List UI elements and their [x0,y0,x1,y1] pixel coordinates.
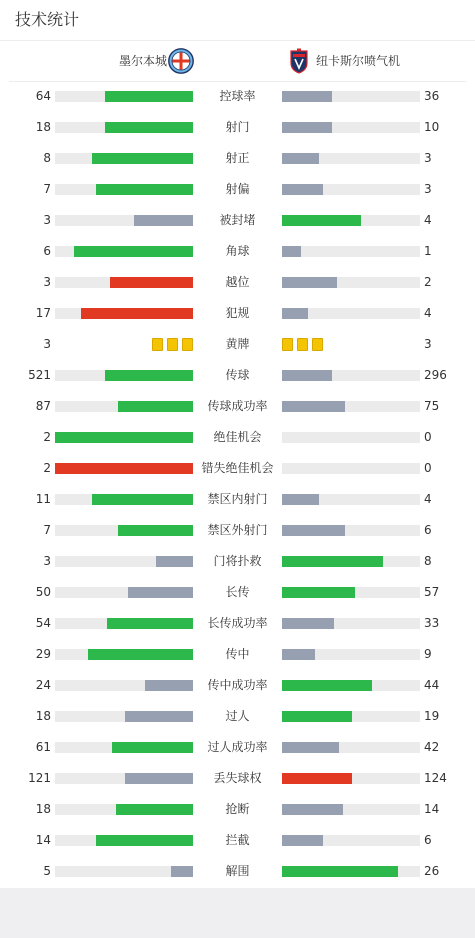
stat-row [0,267,475,298]
away-stat-value: 124 [424,771,447,785]
away-stat-value: 14 [424,802,440,816]
away-stat-bar [282,401,420,412]
stat-row [0,856,475,887]
stat-row [0,701,475,732]
home-stat-value: 121 [28,771,51,785]
home-stat-bar [55,308,193,319]
away-stat-value: 57 [424,585,440,599]
away-stat-bar [282,649,420,660]
stat-row [0,763,475,794]
home-stat-value: 64 [35,89,51,103]
stat-row [0,577,475,608]
stat-row [0,515,475,546]
away-stat-bar-fill [282,556,383,567]
home-stat-value: 3 [43,213,51,227]
away-stat-bar-fill [282,153,319,164]
away-stat-bar [282,277,420,288]
away-stat-bar [282,556,420,567]
home-team-logo-icon[interactable] [168,48,194,74]
away-stat-bar [282,525,420,536]
away-stat-bar [282,773,420,784]
stat-label: 过人 [225,709,250,723]
away-stat-bar [282,246,420,257]
stat-row [0,391,475,422]
home-stat-bar [55,432,193,443]
away-stat-value: 8 [424,554,432,568]
stat-label: 射偏 [225,182,250,196]
home-stat-value: 3 [43,554,51,568]
away-stat-bar [282,153,420,164]
away-stat-bar [282,866,420,877]
stat-row [0,329,475,360]
away-team-logo-icon[interactable] [289,48,309,74]
away-stat-bar-fill [282,277,337,288]
away-stat-value: 1 [424,244,432,258]
away-stat-bar-fill [282,680,372,691]
away-stat-bar [282,215,420,226]
away-yellow-cards [282,338,327,351]
yellow-card-icon [312,338,323,351]
away-stat-bar [282,432,420,443]
stat-row [0,143,475,174]
away-stat-bar [282,122,420,133]
stat-row [0,546,475,577]
stat-label: 绝佳机会 [213,430,262,444]
stat-label: 射正 [225,151,250,165]
home-stat-bar [55,866,193,877]
stat-label: 黄牌 [225,337,250,351]
stat-row [0,298,475,329]
stat-label: 过人成功率 [207,740,268,754]
stat-row [0,205,475,236]
stat-row [0,732,475,763]
home-stat-bar-fill [134,215,193,226]
away-stat-bar-fill [282,649,315,660]
home-stat-bar [55,91,193,102]
home-stat-value: 18 [35,802,51,816]
page-title: 技术统计 [15,10,80,29]
stat-row [0,453,475,484]
away-stat-bar-fill [282,215,361,226]
home-stat-value: 29 [35,647,51,661]
home-stat-value: 5 [43,864,51,878]
away-stat-value: 3 [424,337,432,351]
home-stat-bar [55,587,193,598]
away-stat-value: 6 [424,523,432,537]
home-stat-value: 11 [35,492,51,506]
stat-label: 控球率 [219,89,256,103]
home-stat-bar [55,525,193,536]
away-stat-bar-fill [282,370,332,381]
away-stat-bar-fill [282,525,345,536]
away-stat-bar-fill [282,618,334,629]
home-stat-bar [55,184,193,195]
away-stat-bar [282,742,420,753]
home-stat-bar-fill [105,91,193,102]
away-stat-bar-fill [282,308,308,319]
home-stat-bar [55,804,193,815]
away-stat-value: 3 [424,151,432,165]
away-stat-value: 44 [424,678,440,692]
stat-row [0,236,475,267]
away-stat-bar [282,587,420,598]
home-stat-value: 17 [35,306,51,320]
stat-label: 禁区外射门 [207,523,268,537]
yellow-card-icon [152,338,163,351]
stat-row [0,670,475,701]
away-stat-value: 0 [424,461,432,475]
stat-label: 拦截 [225,833,250,847]
home-stat-bar-fill [107,618,193,629]
away-stat-bar [282,184,420,195]
stat-label: 传球成功率 [207,399,268,413]
away-stat-bar-fill [282,773,352,784]
stat-row [0,639,475,670]
stat-label: 犯规 [225,306,250,320]
home-stat-bar-fill [55,432,193,443]
home-stat-value: 18 [35,120,51,134]
away-stat-bar [282,835,420,846]
home-stat-value: 3 [43,337,51,351]
home-stat-bar [55,122,193,133]
home-stat-bar [55,246,193,257]
away-team-name[interactable]: 纽卡斯尔喷气机 [316,54,401,68]
stat-label: 抢断 [225,802,250,816]
stat-label: 长传成功率 [207,616,268,630]
home-stat-bar-fill [92,494,193,505]
away-stat-bar [282,804,420,815]
home-stat-bar-fill [118,525,193,536]
away-stat-value: 6 [424,833,432,847]
away-stat-bar-fill [282,835,323,846]
home-stat-bar-fill [105,370,193,381]
away-stat-bar-fill [282,866,398,877]
home-stat-bar [55,153,193,164]
away-stat-value: 36 [424,89,440,103]
home-stat-value: 6 [43,244,51,258]
away-stat-value: 296 [424,368,447,382]
home-stat-bar [55,835,193,846]
away-stat-bar [282,618,420,629]
stat-label: 传中 [225,647,250,661]
home-stat-value: 14 [35,833,51,847]
away-stat-bar [282,463,420,474]
yellow-card-icon [282,338,293,351]
home-stat-value: 7 [43,523,51,537]
stat-row [0,608,475,639]
home-yellow-cards [148,338,193,351]
home-stat-value: 61 [35,740,51,754]
away-stat-value: 42 [424,740,440,754]
stat-row [0,81,475,112]
home-stat-value: 54 [35,616,51,630]
away-stat-value: 0 [424,430,432,444]
divider [0,40,475,41]
home-stat-value: 8 [43,151,51,165]
away-stat-value: 10 [424,120,440,134]
stat-label: 解围 [225,864,250,878]
away-stat-bar [282,370,420,381]
home-stat-bar-fill [171,866,193,877]
home-stat-bar-fill [145,680,193,691]
away-stat-value: 26 [424,864,440,878]
home-stat-value: 2 [43,461,51,475]
away-stat-value: 33 [424,616,440,630]
home-stat-bar [55,649,193,660]
home-stat-bar-fill [112,742,193,753]
stat-row [0,484,475,515]
stat-label: 丢失球权 [213,771,262,785]
home-stat-bar [55,680,193,691]
away-stat-bar-fill [282,711,352,722]
home-stat-value: 7 [43,182,51,196]
stat-label: 角球 [225,244,250,258]
home-stat-bar [55,463,193,474]
away-stat-bar-fill [282,742,339,753]
home-stat-bar-fill [156,556,193,567]
stat-row [0,360,475,391]
yellow-card-icon [182,338,193,351]
away-stat-value: 9 [424,647,432,661]
home-stat-value: 18 [35,709,51,723]
home-stat-bar [55,742,193,753]
away-stat-value: 19 [424,709,440,723]
home-stat-bar-fill [92,153,193,164]
home-stat-bar-fill [110,277,193,288]
home-stat-bar-fill [125,773,193,784]
home-stat-value: 3 [43,275,51,289]
home-stat-bar-fill [125,711,193,722]
home-stat-bar [55,401,193,412]
away-stat-bar [282,680,420,691]
away-stat-value: 2 [424,275,432,289]
away-stat-bar [282,308,420,319]
away-stat-value: 4 [424,306,432,320]
home-stat-bar-fill [96,184,193,195]
away-stat-bar-fill [282,494,319,505]
stat-label: 禁区内射门 [207,492,268,506]
home-stat-bar [55,277,193,288]
home-stat-value: 87 [35,399,51,413]
away-stat-bar-fill [282,91,332,102]
stat-row [0,174,475,205]
home-stat-bar-fill [96,835,193,846]
home-stat-bar [55,711,193,722]
home-stat-bar [55,370,193,381]
away-stat-bar [282,91,420,102]
home-stat-bar [55,494,193,505]
home-stat-bar-fill [118,401,193,412]
home-team-name[interactable]: 墨尔本城 [118,54,167,68]
home-stat-bar [55,215,193,226]
home-stat-bar-fill [105,122,193,133]
stat-row [0,112,475,143]
away-stat-value: 4 [424,213,432,227]
stat-label: 错失绝佳机会 [201,461,274,475]
home-stat-bar-fill [128,587,193,598]
away-stat-bar-fill [282,401,345,412]
away-stat-bar-fill [282,246,301,257]
away-stat-value: 75 [424,399,440,413]
home-stat-value: 521 [28,368,51,382]
away-stat-bar-fill [282,804,343,815]
stat-label: 越位 [225,275,250,289]
away-stat-bar-fill [282,587,355,598]
stat-row [0,825,475,856]
home-stat-bar-fill [74,246,193,257]
yellow-card-icon [297,338,308,351]
home-stat-bar-fill [88,649,193,660]
home-stat-bar-fill [116,804,193,815]
home-stat-value: 24 [35,678,51,692]
stat-row [0,794,475,825]
stat-label: 被封堵 [219,213,256,227]
stat-label: 传球 [225,368,250,382]
home-stat-bar [55,556,193,567]
home-stat-bar [55,618,193,629]
yellow-card-icon [167,338,178,351]
stat-row [0,422,475,453]
home-stat-bar [55,773,193,784]
away-stat-bar [282,494,420,505]
away-stat-bar-fill [282,122,332,133]
home-stat-bar-fill [81,308,193,319]
away-stat-bar [282,711,420,722]
home-stat-value: 2 [43,430,51,444]
away-stat-bar-fill [282,184,323,195]
home-stat-value: 50 [35,585,51,599]
home-stat-bar-fill [55,463,193,474]
stat-label: 长传 [225,585,250,599]
stat-label: 传中成功率 [207,678,268,692]
stat-label: 射门 [225,120,250,134]
away-stat-value: 4 [424,492,432,506]
stat-label: 门将扑救 [213,554,262,568]
away-stat-value: 3 [424,182,432,196]
